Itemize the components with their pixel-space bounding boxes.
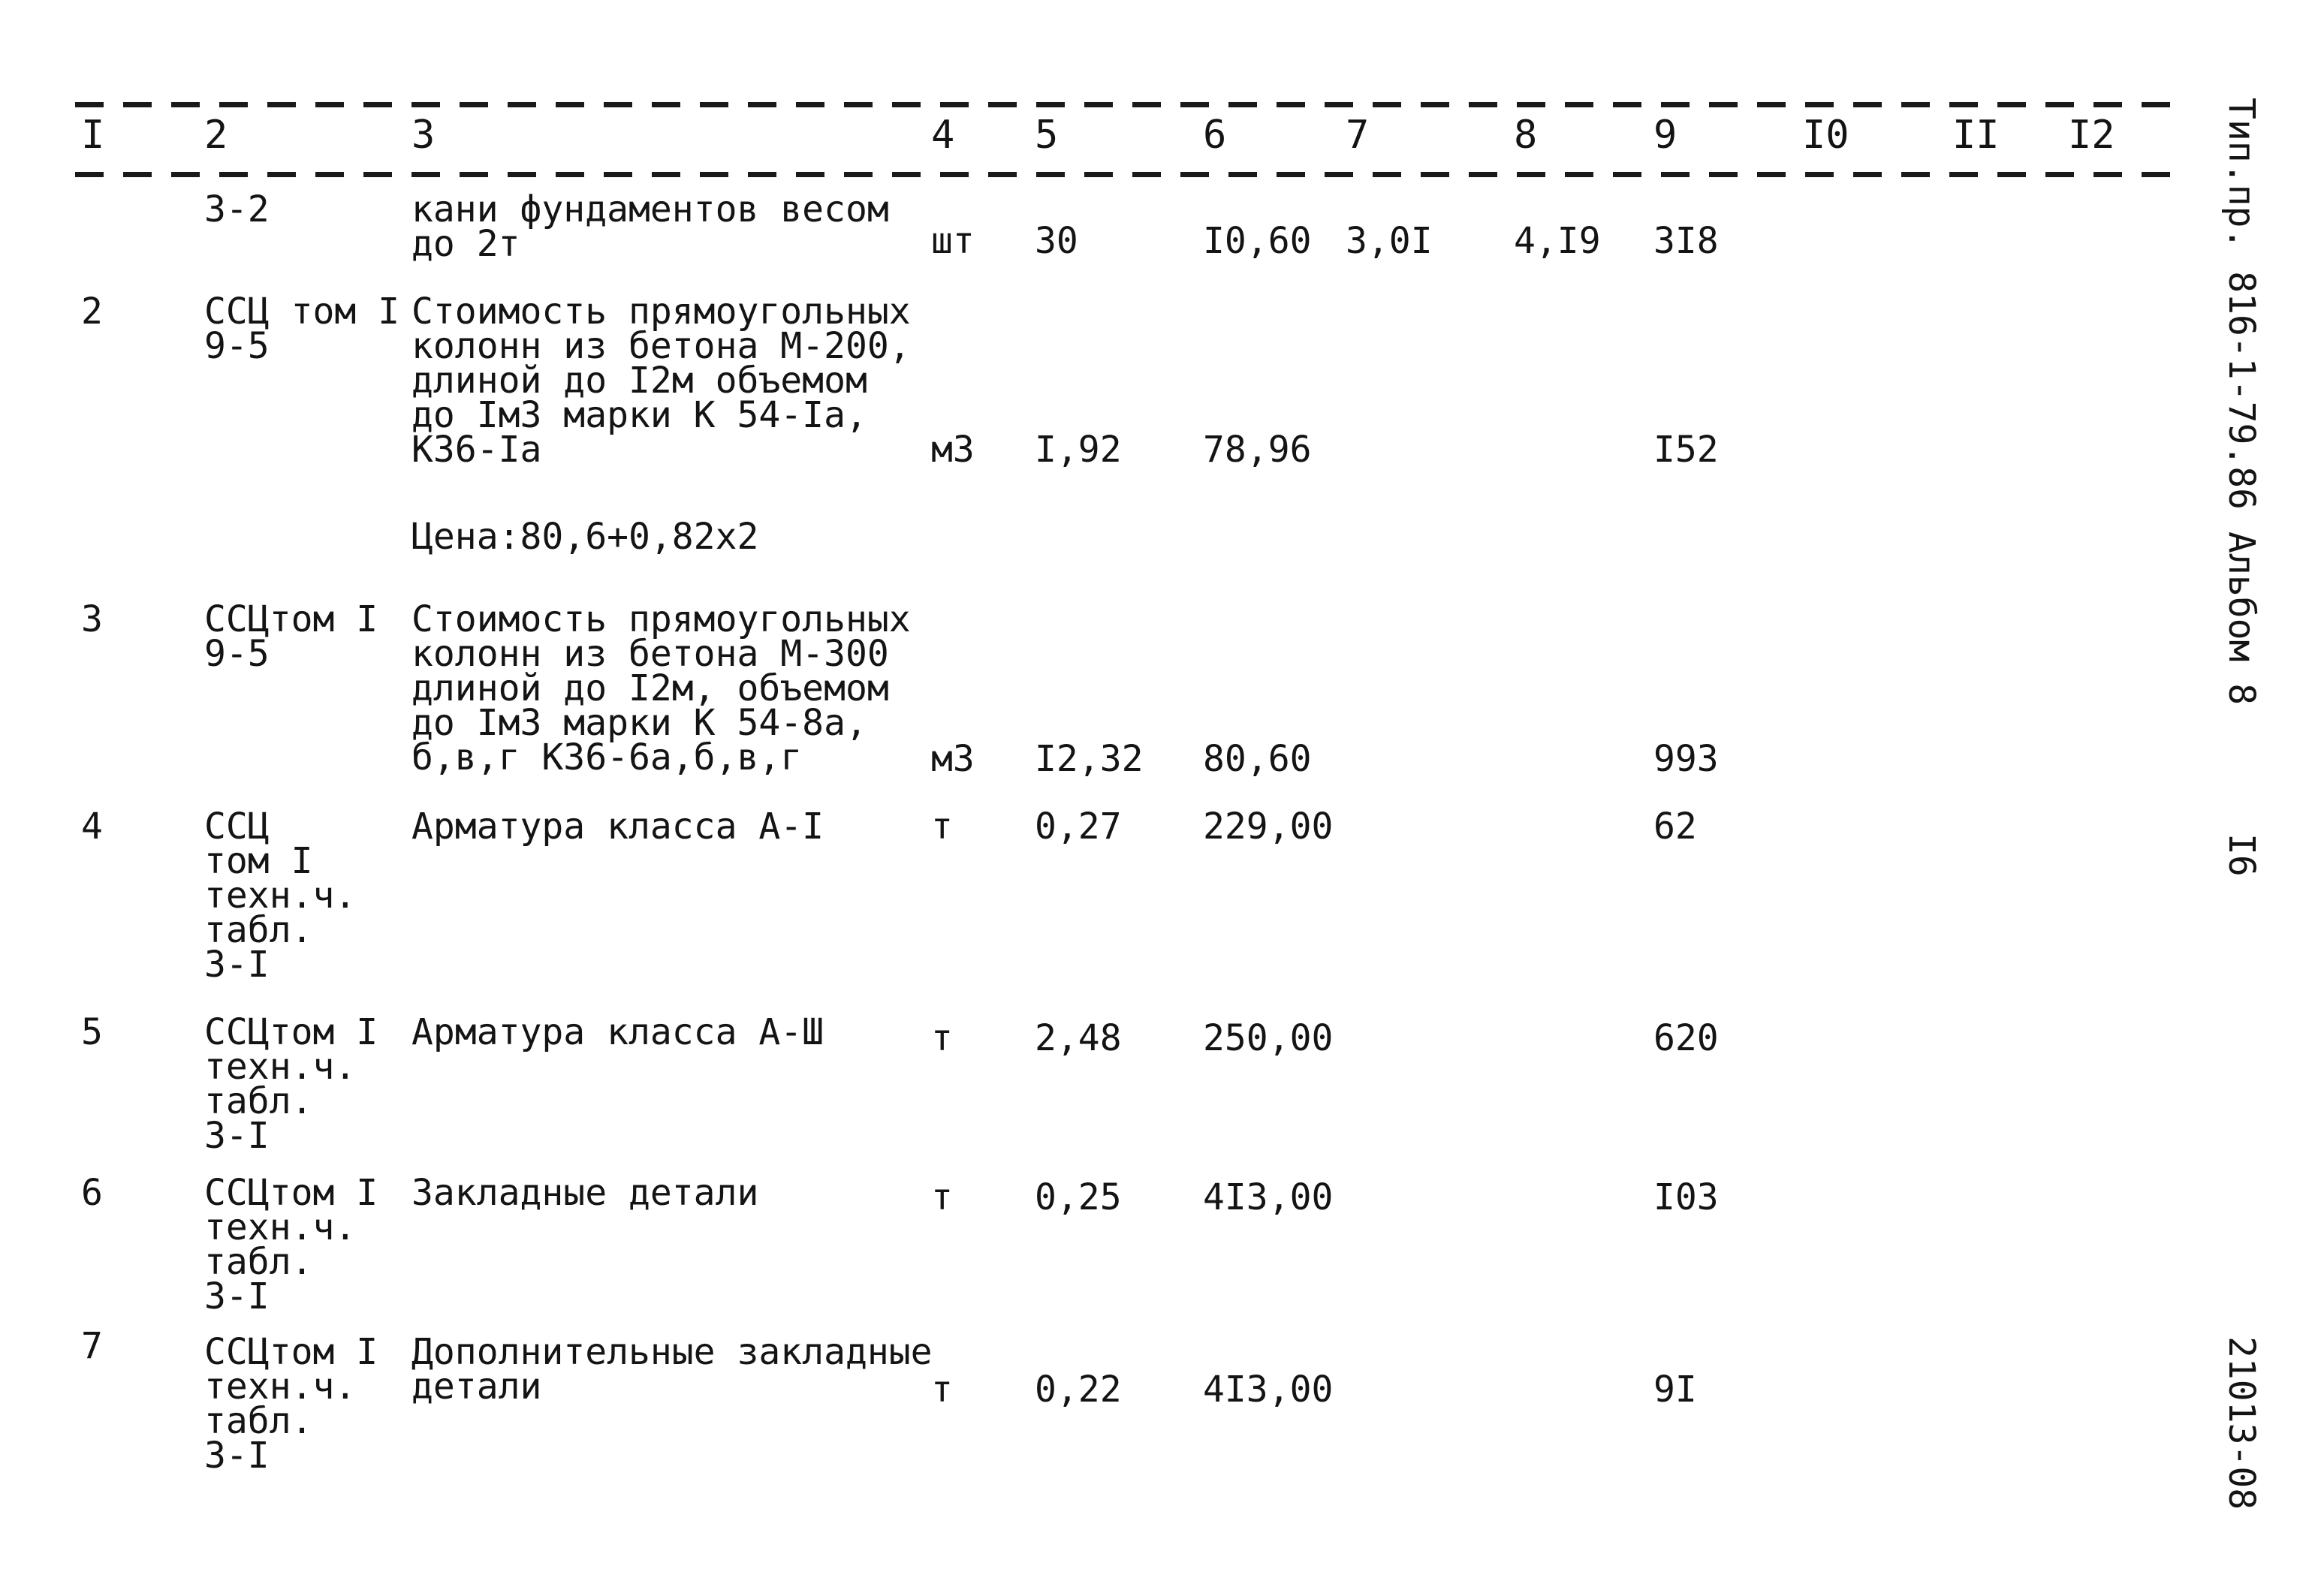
row-6-number: 6 (81, 1172, 103, 1214)
row-1-price: I0,60 (1203, 220, 1312, 262)
row-5-total: 620 (1653, 1017, 1719, 1059)
row-6-unit: т (931, 1176, 953, 1218)
row-7-name: Дополнительные закладные детали (411, 1331, 933, 1408)
row-2-unit: м3 (931, 429, 975, 471)
row-2-source: ССЦ том I 9-5 (204, 291, 400, 367)
row-7-unit: т (931, 1369, 953, 1411)
row-2-qty: I,92 (1035, 429, 1122, 471)
row-2-name: Стоимость прямоугольных колонн из бетона М-200, длиной до I2м объемом до Iм3 марки К 54-Iа, К36-Iа (411, 291, 911, 471)
row-2-total: I52 (1653, 429, 1719, 471)
row-4-number: 4 (81, 806, 103, 848)
row-4-unit: т (931, 806, 953, 848)
column-header-5: 5 (1035, 113, 1059, 158)
column-header-2: 2 (204, 113, 228, 158)
row-4-qty: 0,27 (1035, 806, 1122, 848)
row-2-number: 2 (81, 291, 103, 333)
row-5-price: 250,00 (1203, 1017, 1334, 1059)
row-4-name: Арматура класса А-I (411, 806, 824, 848)
row-4-source: ССЦ том I техн.ч. табл. 3-I (204, 806, 357, 986)
row-3-price: 80,60 (1203, 738, 1312, 780)
row-1-col-7: 3,0I (1346, 220, 1433, 262)
row-6-name: Закладные детали (411, 1172, 759, 1214)
header-bottom-rule (75, 172, 2178, 177)
column-header-8: 8 (1514, 113, 1538, 158)
row-7-total: 9I (1653, 1369, 1697, 1411)
row-3-source: ССЦтом I 9-5 (204, 598, 378, 675)
row-3-name: Стоимость прямоугольных колонн из бетона М-300 длиной до I2м, объемом до Iм3 марки К 54-8а, б,в,г К36-6а,б,в,г (411, 598, 911, 778)
column-header-11: II (1952, 113, 2000, 158)
row-5-qty: 2,48 (1035, 1017, 1122, 1059)
header-top-rule (75, 102, 2178, 107)
row-7-source: ССЦтом I техн.ч. табл. 3-I (204, 1331, 378, 1477)
column-header-4: 4 (931, 113, 955, 158)
column-header-1: I (81, 113, 105, 158)
column-header-9: 9 (1653, 113, 1678, 158)
row-7-price: 4I3,00 (1203, 1369, 1334, 1411)
column-header-7: 7 (1346, 113, 1370, 158)
row-1-col-8: 4,I9 (1514, 220, 1601, 262)
row-1-total: 3I8 (1653, 220, 1719, 262)
row-1-qty: 30 (1035, 220, 1078, 262)
document-code: 21013-08 (2220, 1336, 2262, 1510)
row-5-source: ССЦтом I техн.ч. табл. 3-I (204, 1011, 378, 1157)
row-6-price: 4I3,00 (1203, 1176, 1334, 1218)
row-6-qty: 0,25 (1035, 1176, 1122, 1218)
row-1-unit: шт (931, 220, 975, 262)
row-4-price: 229,00 (1203, 806, 1334, 848)
album-reference: Тип.пр. 816-1-79.86 Альбом 8 (2220, 98, 2262, 706)
column-header-3: 3 (411, 113, 436, 158)
row-1-source: 3-2 (204, 188, 270, 230)
row-4-total: 62 (1653, 806, 1697, 848)
row-2-price: 78,96 (1203, 429, 1312, 471)
row-5-name: Арматура класса А-Ш (411, 1011, 824, 1053)
page-number: I6 (2220, 833, 2262, 877)
row-3-unit: м3 (931, 738, 975, 780)
row-1-name: кани фундаментов весом до 2т (411, 188, 889, 265)
column-header-6: 6 (1203, 113, 1227, 158)
row-3-number: 3 (81, 598, 103, 640)
row-5-unit: т (931, 1017, 953, 1059)
row-3-total: 993 (1653, 738, 1719, 780)
row-7-qty: 0,22 (1035, 1369, 1122, 1411)
row-6-source: ССЦтом I техн.ч. табл. 3-I (204, 1172, 378, 1317)
column-header-10: I0 (1802, 113, 1849, 158)
row-3-qty: I2,32 (1035, 738, 1144, 780)
row-6-total: I03 (1653, 1176, 1719, 1218)
row-2-price-note: Цена:80,6+0,82х2 (411, 516, 759, 558)
row-5-number: 5 (81, 1011, 103, 1053)
row-7-number: 7 (81, 1325, 103, 1367)
column-header-12: I2 (2068, 113, 2115, 158)
